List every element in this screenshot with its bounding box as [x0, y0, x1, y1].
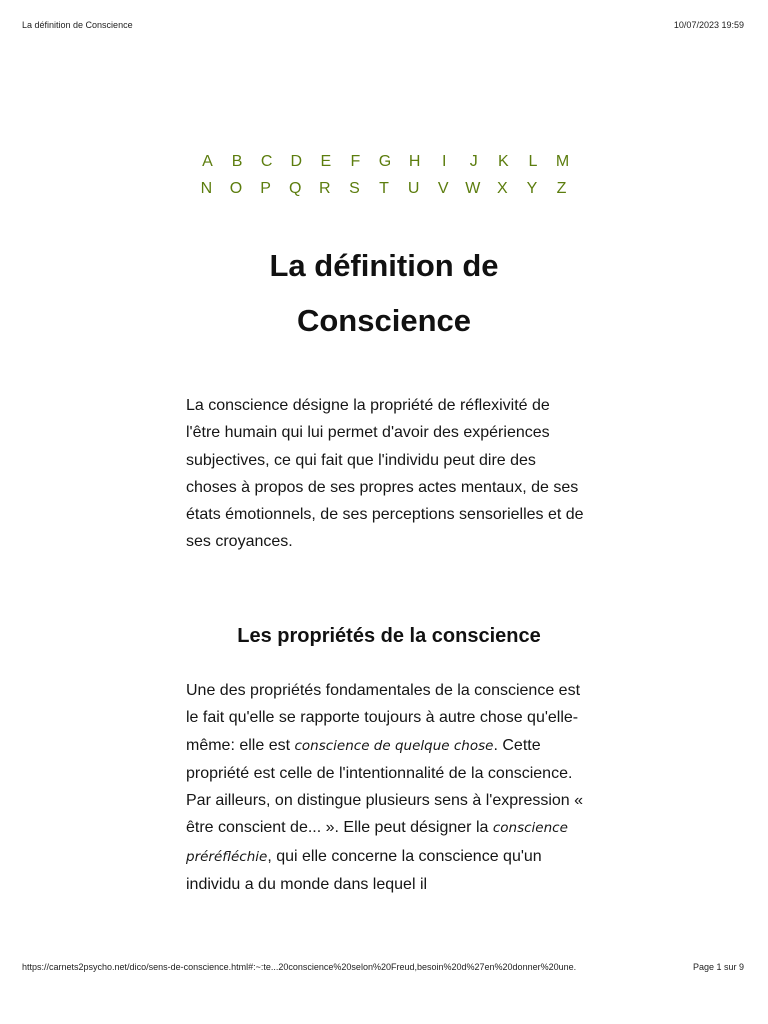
letter-link-v[interactable]: V [437, 180, 449, 197]
paragraph-1-text-start: Une des propriétés fondamentales de la conscience est le fait qu'elle se rapporte toujours à autre chose qu'elle-même: elle est [186, 682, 581, 754]
letter-link-g[interactable]: G [378, 153, 392, 170]
alphabet-row-a-m [0, 150, 768, 177]
paragraph-2-emphasis: conscience préréfléchie [186, 820, 568, 865]
print-footer-page-number: Page 1 sur 9 [692, 962, 744, 972]
letter-link-h[interactable]: H [408, 153, 421, 170]
print-header-date: 10/07/2023 19:59 [673, 20, 744, 30]
alphabet-index [0, 150, 768, 204]
letter-link-a[interactable]: A [202, 153, 213, 170]
letter-link-w[interactable]: W [465, 180, 481, 197]
letter-link-d[interactable]: D [290, 153, 302, 170]
letter-link-r[interactable]: R [319, 180, 331, 197]
letter-link-b[interactable]: B [231, 153, 243, 170]
page-title-line-1: La définition de [269, 248, 499, 283]
print-footer-url: https://carnets2psycho.net/dico/sens-de-conscience.html#:~:te...20conscience%20selon%20Freud,besoin%20d%27en%20donner%20une. [22, 962, 577, 972]
paragraph-2-text-end: , qui elle concerne la conscience qu'un individu a du monde dans lequel il [186, 847, 542, 894]
letter-link-m[interactable]: M [555, 153, 570, 170]
page-title [0, 238, 768, 348]
letter-link-f[interactable]: F [350, 153, 361, 170]
letter-link-k[interactable]: K [498, 153, 509, 170]
letter-link-p[interactable]: P [260, 180, 271, 197]
print-header-title: La définition de Conscience [22, 20, 133, 30]
paragraph-1-emphasis: conscience de quelque chose [294, 737, 494, 754]
intro-paragraph: La conscience désigne la propriété de réflexivité de l'être humain qui lui permet d'avoir des expériences subjectives, ce qui fait que l'individu peut dire des choses à propos de ses propres actes mentaux, de ses états émotionnels, de ses perceptions sensorielles et de ses croyances. [186, 397, 584, 551]
letter-link-n[interactable]: N [200, 180, 213, 197]
paragraph-1-text-end: . Cette propriété est celle de l'intentionnalité de la conscience. [186, 736, 573, 782]
letter-link-o[interactable]: O [229, 180, 243, 197]
alphabet-row-n-z [0, 177, 768, 204]
section-body [186, 677, 586, 898]
letter-link-z[interactable]: Z [556, 180, 567, 197]
letter-link-l[interactable]: L [528, 153, 538, 170]
letter-link-y[interactable]: Y [526, 180, 538, 197]
letter-link-i[interactable]: I [441, 153, 447, 170]
letter-link-u[interactable]: U [407, 180, 420, 197]
letter-link-x[interactable]: X [497, 180, 508, 197]
letter-link-t[interactable]: T [379, 180, 389, 197]
page-title-line-2: Conscience [296, 303, 471, 338]
properties-paragraph-1 [186, 682, 580, 782]
letter-link-q[interactable]: Q [288, 180, 302, 197]
letter-link-s[interactable]: S [349, 180, 360, 197]
properties-paragraph-2 [186, 792, 583, 893]
letter-link-j[interactable]: J [469, 153, 478, 170]
paragraph-2-text-start: Par ailleurs, on distingue plusieurs sens à l'expression « être conscient de... ». Elle peut désigner la [186, 792, 584, 837]
section-heading: Les propriétés de la conscience [237, 625, 541, 647]
letter-link-c[interactable]: C [260, 153, 273, 170]
letter-link-e[interactable]: E [320, 153, 332, 170]
